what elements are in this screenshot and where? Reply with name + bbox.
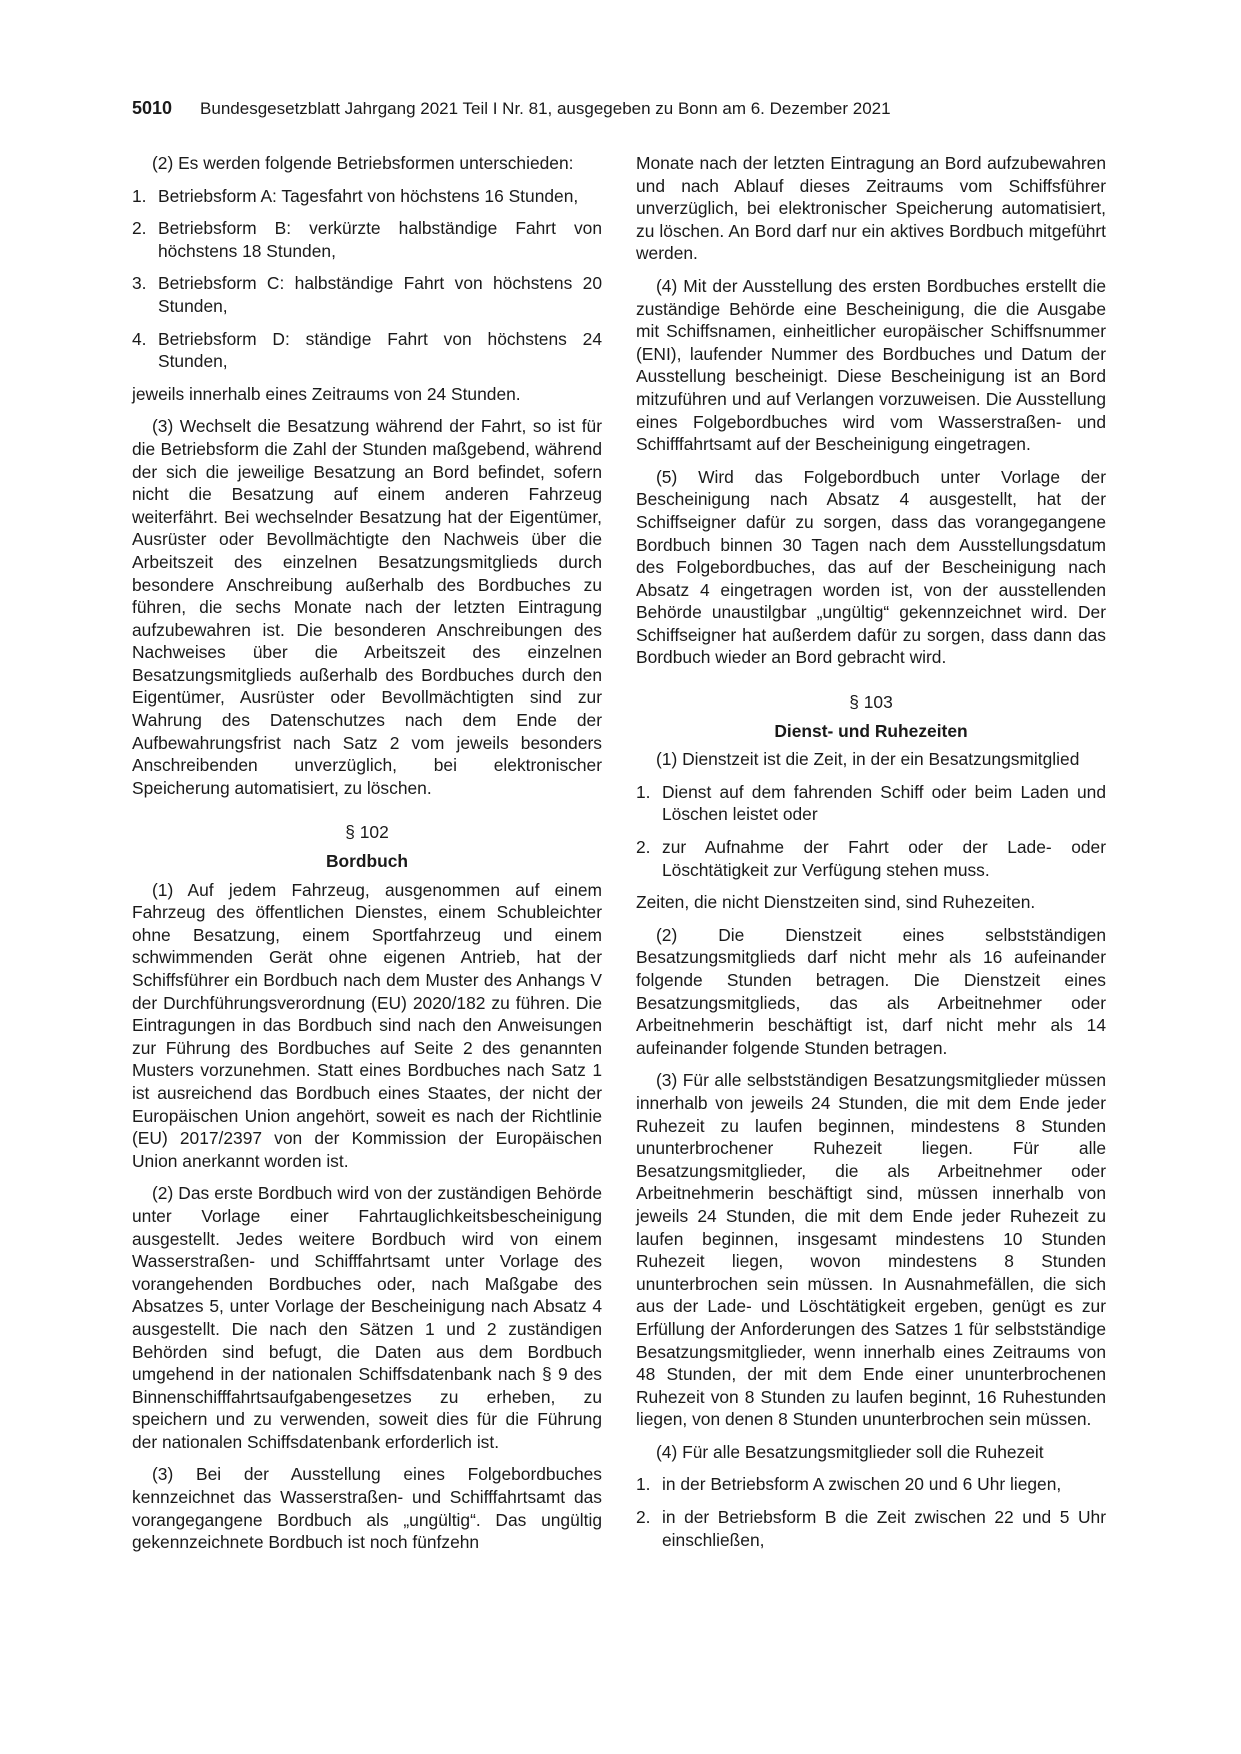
page-number: 5010: [132, 98, 173, 118]
paragraph: Monate nach der letzten Eintragung an Bord aufzubewahren und nach Ablauf dieses Zeitraums vom Schiffsführer unverzüglich, bei elektronischer Speicherung automatisiert, zu löschen. An Bord darf nur ein aktives Bordbuch mitgeführt werden.: [636, 153, 1106, 264]
list-number: 2.: [636, 1507, 651, 1528]
list-text: Betriebsform A: Tagesfahrt von höchstens 16 Stunden,: [158, 185, 579, 206]
list-item: [636, 1506, 1106, 1551]
list-text: Betriebsform C: halbständige Fahrt von höchstens 20 Stunden,: [158, 273, 602, 316]
paragraph: (1) Auf jedem Fahrzeug, ausgenommen auf einem Fahrzeug des öffentlichen Dienstes, einem Schubleichter ohne Besatzung, einem Sportfahrzeug und einem schwimmenden Gerät ohne eigenen Antrieb, hat der Schiffsführer ein Bordbuch nach dem Muster des Anhangs V der Durchführungsverordnung (EU) 2020/182 zu führen. Die Eintragungen in das Bordbuch sind nach den Anweisungen zur Führung des Bordbuches auf Seite 2 des genannten Musters vorzunehmen. Statt eines Bordbuches nach Satz 1 ist ausreichend das Bordbuch eines Staates, der nicht der Europäischen Union angehört, soweit es nach der Richtlinie (EU) 2017/2397 von der Kommission der Europäischen Union anerkannt worden ist.: [132, 879, 602, 1171]
paragraph: (2) Das erste Bordbuch wird von der zuständigen Behörde unter Vorlage einer Fahrtauglichkeitsbescheinigung ausgestellt. Jedes weitere Bordbuch wird von einem Wasserstraßen- und Schifffahrtsamt unter Vorlage des vorangehenden Bordbuches oder, nach Maßgabe des Absatzes 5, unter Vorlage der Bescheinigung nach Absatz 4 ausgestellt. Die nach den Sätzen 1 und 2 zuständigen Behörden sind befugt, die Daten aus dem Bordbuch umgehend in der nationalen Schiffsdatenbank nach § 9 des Binnenschifffahrtsaufgabengesetzes zu erheben, zu speichern und zu verwenden, soweit dies für die Führung der nationalen Schiffsdatenbank erforderlich ist.: [132, 1183, 602, 1452]
list-item: [636, 781, 1106, 826]
list-text: Dienst auf dem fahrenden Schiff oder beim Laden und Löschen leistet oder: [662, 781, 1106, 825]
section-number: § 103: [849, 692, 893, 713]
list-number: 1.: [636, 1474, 651, 1495]
list-item: [636, 836, 1106, 881]
list-text: in der Betriebsform B die Zeit zwischen 22 und 5 Uhr einschließen,: [662, 1507, 1106, 1550]
list-text: in der Betriebsform A zwischen 20 und 6 Uhr liegen,: [662, 1474, 1062, 1495]
list-item: [636, 1473, 1106, 1496]
list-number: 2.: [636, 837, 651, 858]
section-number: § 102: [345, 822, 389, 843]
list-text: Betriebsform B: verkürzte halbständige Fahrt von höchstens 18 Stunden,: [158, 218, 602, 261]
paragraph: (3) Wechselt die Besatzung während der Fahrt, so ist für die Betriebsform die Zahl der Stunden maßgebend, während der sich die jeweilige Besatzung an Bord befindet, sofern nicht die Besatzung auf einem anderen Fahrzeug weiterfährt. Bei wechselnder Besatzung hat der Eigentümer, Ausrüster oder Bevollmächtigte den Nachweis über die Arbeitszeit des einzelnen Besatzungsmitglieds durch besondere Anschreibung außerhalb des Bordbuches zu führen, die sechs Monate nach der letzten Eintragung aufzubewahren ist. Die besonderen Anschreibungen des Nachweises über die Arbeitszeit des einzelnen Besatzungsmitglieds außerhalb des Bordbuches durch den Eigentümer, Ausrüster oder Bevollmächtigten sind zur Wahrung des Datenschutzes nach dem Ende der Aufbewahrungsfrist nach Satz 2 vom jeweils besonders Anschreibenden unverzüglich, bei elektronischer Speicherung automatisiert, zu löschen.: [132, 416, 602, 798]
paragraph: (3) Bei der Ausstellung eines Folgebordbuches kennzeichnet das Wasserstraßen- und Schifffahrtsamt das vorangegangene Bordbuch als „ungültig“. Das ungültig gekennzeichnete Bordbuch ist noch fünfzehn: [132, 1464, 602, 1553]
list-dienstzeit: [636, 781, 1106, 881]
list-betriebsformen: [132, 185, 602, 373]
list-ruhezeit: [636, 1473, 1106, 1551]
list-number: 4.: [132, 328, 147, 349]
list-item: [132, 185, 602, 208]
left-column: [132, 152, 602, 1564]
section-title: Dienst- und Ruhezeiten: [774, 720, 968, 741]
paragraph: (5) Wird das Folgebordbuch unter Vorlage der Bescheinigung nach Absatz 4 ausgestellt, hat der Schiffseigner dafür zu sorgen, dass das vorangegangene Bordbuch binnen 30 Tagen nach dem Ausstellungsdatum des Folgebordbuches, das auf der Bescheinigung nach Absatz 4 eingetragen worden ist, von der ausstellenden Behörde unaustilgbar „ungültig“ gekennzeichnet wird. Der Schiffseigner hat außerdem dafür zu sorgen, dass dann das Bordbuch wieder an Bord gebracht wird.: [636, 466, 1106, 668]
section-title: Bordbuch: [325, 851, 409, 872]
running-header: Bundesgesetzblatt Jahrgang 2021 Teil I Nr. 81, ausgegeben zu Bonn am 6. Dezember 2021: [200, 99, 891, 118]
list-number: 1.: [636, 781, 651, 802]
paragraph: (2) Die Dienstzeit eines selbstständigen Besatzungsmitglieds darf nicht mehr als 16 aufeinander folgende Stunden betragen. Die Dienstzeit eines Besatzungsmitglieds, das als Arbeitnehmer oder Arbeitnehmerin beschäftigt ist, darf nicht mehr als 14 aufeinander folgende Stunden betragen.: [636, 924, 1106, 1058]
list-number: 2.: [132, 218, 147, 239]
paragraph: (4) Mit der Ausstellung des ersten Bordbuches erstellt die zuständige Behörde eine Bescheinigung, die die Ausgabe mit Schiffsnamen, einheitlicher europäischer Schiffsnummer (ENI), laufender Nummer des Bordbuches und Datum der Ausstellung bescheinigt. Diese Bescheinigung ist an Bord mitzuführen und auf Verlangen vorzuweisen. Die Ausstellung eines Folgebordbuches wird vom Wasserstraßen- und Schifffahrtsamt auf der Bescheinigung eingetragen.: [636, 275, 1106, 455]
paragraph: (3) Für alle selbstständigen Besatzungsmitglieder müssen innerhalb von jeweils 24 Stunden, die mit dem Ende jeder Ruhezeit zu laufen beginnen, mindestens 8 Stunden ununterbrochener Ruhezeit liegen. Für alle Besatzungsmitglieder, die als Arbeitnehmer oder Arbeitnehmerin beschäftigt sind, müssen innerhalb von jeweils 24 Stunden, die mit dem Ende jeder Ruhezeit zu laufen beginnen, insgesamt mindestens 10 Stunden Ruhezeit liegen, wovon mindestens 8 Stunden ununterbrochen sein müssen. In Ausnahmefällen, die sich aus der Lade- und Löschtätigkeit ergeben, genügt es zur Erfüllung der Anforderungen des Satzes 1 für selbstständige Besatzungsmitglieder, wenn innerhalb eines Zeitraums von 48 Stunden, der mit dem Ende einer ununterbrochenen Ruhezeit von 8 Stunden zu laufen beginnt, 16 Ruhestunden liegen, von denen 8 Stunden ununterbrochen sein müssen.: [636, 1070, 1106, 1430]
page-header: [132, 98, 1109, 126]
list-item: [132, 217, 602, 262]
paragraph: Zeiten, die nicht Dienstzeiten sind, sind Ruhezeiten.: [636, 892, 1036, 913]
right-column: [636, 152, 1106, 1561]
list-item: [132, 328, 602, 373]
paragraph: (1) Dienstzeit ist die Zeit, in der ein Besatzungsmitglied: [656, 749, 1080, 770]
list-number: 3.: [132, 273, 147, 294]
paragraph: (2) Es werden folgende Betriebsformen unterschieden:: [152, 153, 574, 173]
list-item: [132, 272, 602, 317]
list-text: zur Aufnahme der Fahrt oder der Lade- oder Löschtätigkeit zur Verfügung stehen muss.: [662, 837, 1106, 880]
paragraph: (4) Für alle Besatzungsmitglieder soll die Ruhezeit: [656, 1441, 1044, 1462]
list-number: 1.: [132, 185, 147, 206]
list-text: Betriebsform D: ständige Fahrt von höchstens 24 Stunden,: [158, 328, 602, 372]
paragraph: jeweils innerhalb eines Zeitraums von 24 Stunden.: [132, 383, 521, 404]
